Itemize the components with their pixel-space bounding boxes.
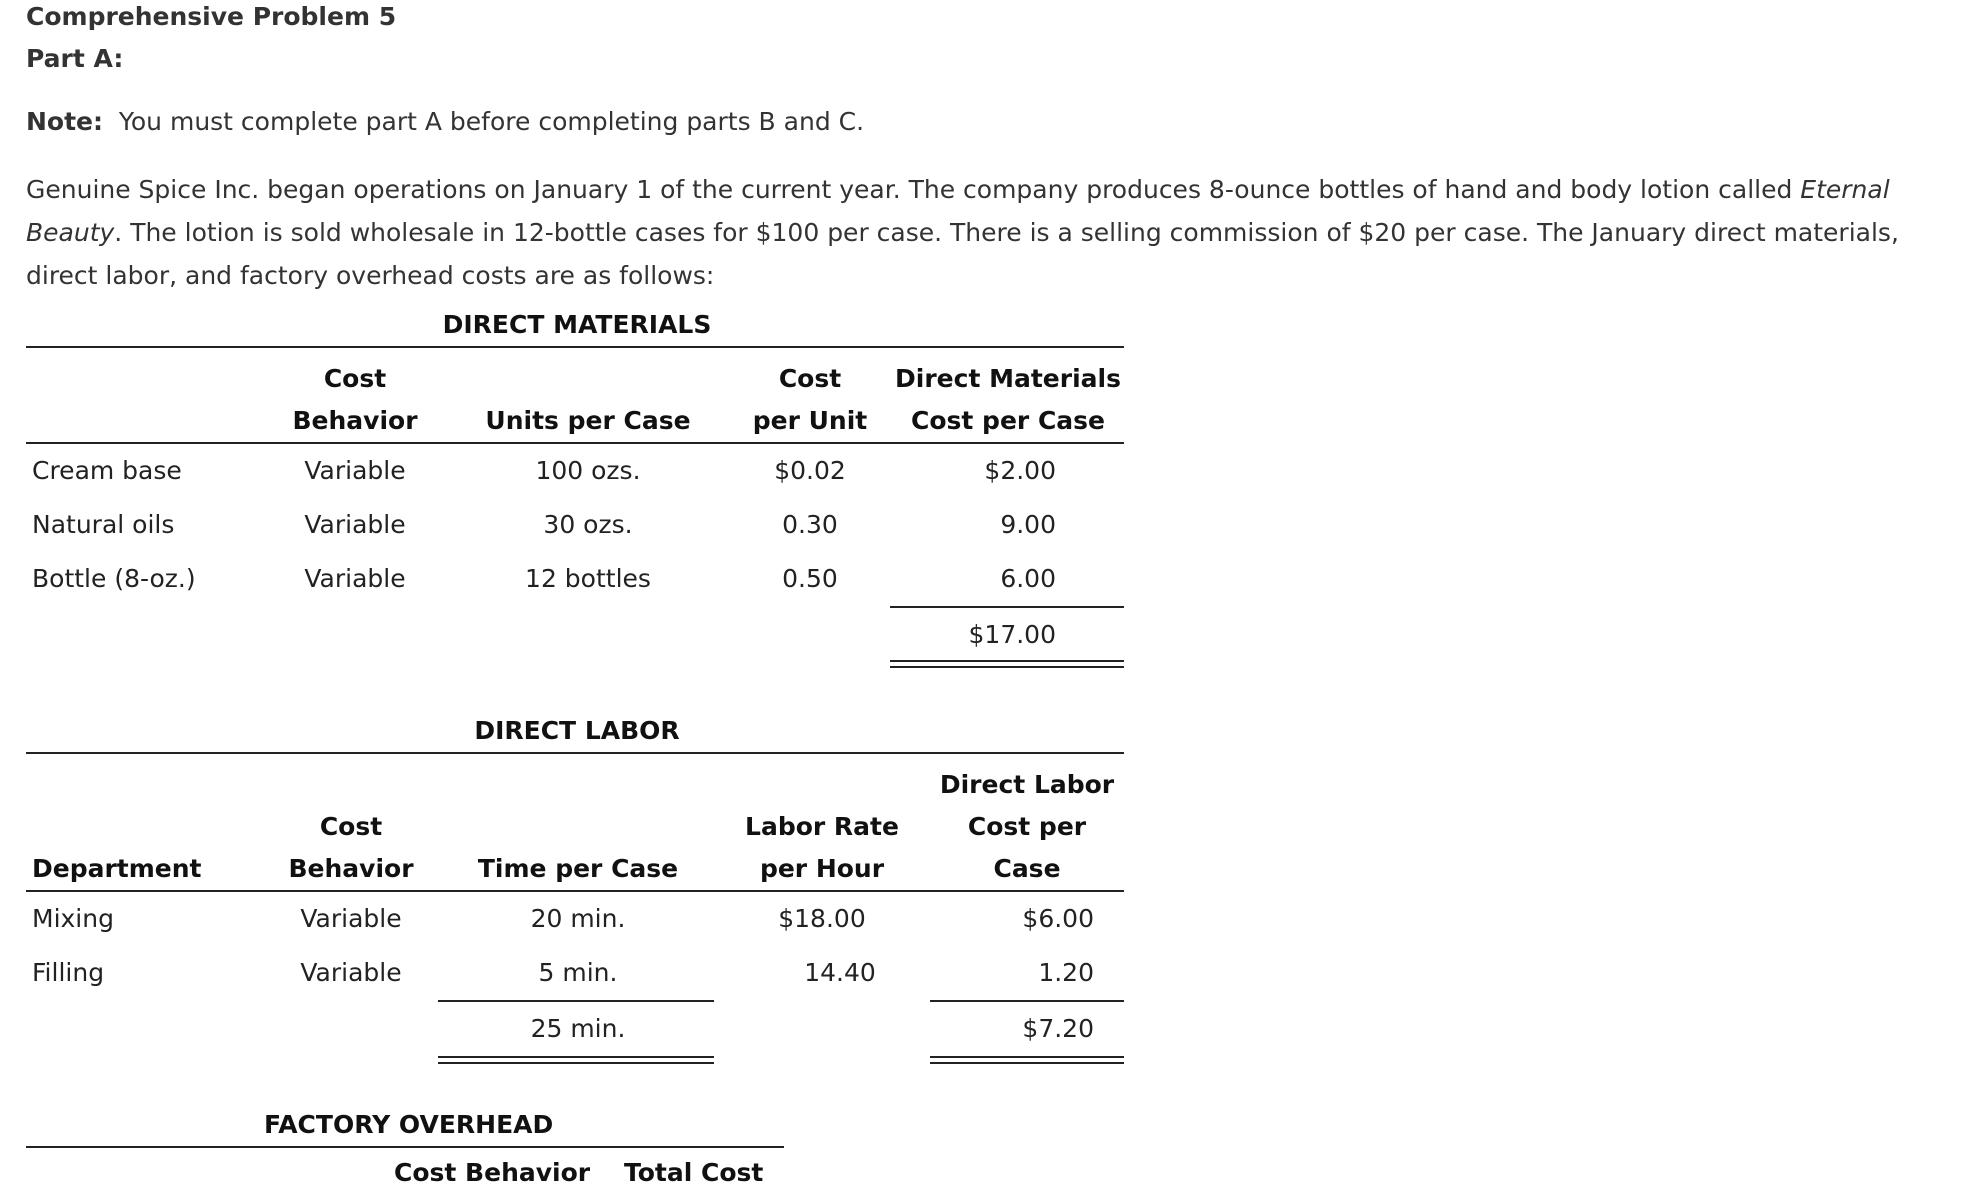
dm-header-direct-materials: Direct Materials xyxy=(895,364,1121,393)
dm-top-rule xyxy=(26,346,1124,348)
dm-header-cost-behavior xyxy=(280,358,430,442)
fo-header-cost-behavior: Cost Behavior xyxy=(394,1158,591,1187)
note-line xyxy=(26,107,864,136)
dm-header-cost-2: Cost xyxy=(778,364,842,393)
dl-cost-double-rule xyxy=(930,1056,1124,1064)
intro-paragraph xyxy=(26,168,1956,297)
dl-row-department: Mixing xyxy=(32,904,114,933)
dm-header-cost-per-case: Cost per Case xyxy=(911,406,1105,435)
dm-row-cost-per-case: 9.00 xyxy=(1000,510,1056,539)
dm-header-dm-cost-per-case xyxy=(892,358,1124,442)
dl-row-time: 5 min. xyxy=(538,958,618,987)
dl-cost-subtotal-rule xyxy=(930,1000,1124,1002)
dm-header-units-per-case: Units per Case xyxy=(485,406,691,435)
direct-labor-heading: DIRECT LABOR xyxy=(474,716,680,745)
dl-header-case: Case xyxy=(993,854,1061,883)
dm-row-behavior: Variable xyxy=(304,564,406,593)
dm-subtotal-rule xyxy=(890,606,1124,608)
dl-row-cost: 1.20 xyxy=(1038,958,1094,987)
dl-header-department: Department xyxy=(32,854,202,883)
dl-header-cost: Cost xyxy=(319,812,383,841)
dm-row-cost-per-unit: $0.02 xyxy=(774,456,846,485)
dl-row-cost: $6.00 xyxy=(1022,904,1094,933)
factory-overhead-heading: FACTORY OVERHEAD xyxy=(264,1110,554,1139)
dl-total-time: 25 min. xyxy=(530,1014,626,1043)
dl-header-rule xyxy=(26,890,1124,892)
dm-row-units: 100 ozs. xyxy=(535,456,641,485)
dm-row-cost-per-case: 6.00 xyxy=(1000,564,1056,593)
dm-header-per-unit: per Unit xyxy=(752,406,868,435)
dm-row-cost-per-unit: 0.50 xyxy=(782,564,838,593)
dl-row-time: 20 min. xyxy=(530,904,626,933)
direct-materials-heading: DIRECT MATERIALS xyxy=(442,310,712,339)
dm-row-behavior: Variable xyxy=(304,510,406,539)
dl-top-rule xyxy=(26,752,1124,754)
dl-row-rate: 14.40 xyxy=(804,958,876,987)
dm-header-cost-per-unit xyxy=(740,358,880,442)
dl-row-behavior: Variable xyxy=(300,958,402,987)
note-text: You must complete part A before completing parts B and C. xyxy=(118,107,865,136)
dl-time-double-rule xyxy=(438,1056,714,1064)
product-name: Eternal Beauty xyxy=(26,175,1890,247)
dl-header-cost-behavior xyxy=(276,806,426,890)
dl-row-department: Filling xyxy=(32,958,105,987)
problem-title: Comprehensive Problem 5 xyxy=(26,2,397,31)
dm-row-units: 12 bottles xyxy=(525,564,651,593)
dm-header-cost: Cost xyxy=(323,364,387,393)
dm-row-item: Natural oils xyxy=(32,510,175,539)
dm-row-units: 30 ozs. xyxy=(543,510,633,539)
dm-row-item: Cream base xyxy=(32,456,182,485)
dl-row-behavior: Variable xyxy=(300,904,402,933)
dl-header-labor-rate-line2: per Hour xyxy=(759,854,885,883)
dl-header-time-per-case: Time per Case xyxy=(477,854,679,883)
dm-total-double-rule xyxy=(890,660,1124,668)
dm-header-rule xyxy=(26,442,1124,444)
dl-time-subtotal-rule xyxy=(438,1000,714,1002)
dm-row-cost-per-unit: 0.30 xyxy=(782,510,838,539)
dm-row-item: Bottle (8-oz.) xyxy=(32,564,196,593)
note-label: Note: xyxy=(26,107,104,136)
dl-header-direct-labor: Direct Labor xyxy=(939,770,1115,799)
dl-row-rate: $18.00 xyxy=(778,904,866,933)
part-heading: Part A: xyxy=(26,44,124,73)
dl-total-cost: $7.20 xyxy=(1022,1014,1094,1043)
dm-header-behavior: Behavior xyxy=(292,406,418,435)
intro-text-end: . The lotion is sold wholesale in 12-bottle cases for $100 per case. There is a selling commission of $20 per case. The January direct materials, direct labor, and factory overhead costs are as follows: xyxy=(26,218,1899,290)
dm-row-cost-per-case: $2.00 xyxy=(984,456,1056,485)
dm-total: $17.00 xyxy=(968,620,1056,649)
dl-header-labor-rate-line1: Labor Rate xyxy=(745,812,899,841)
intro-text-start: Genuine Spice Inc. began operations on January 1 of the current year. The company produces 8-ounce bottles of hand and body lotion called xyxy=(26,175,1801,204)
dl-header-cost-per: Cost per xyxy=(967,812,1087,841)
dl-header-labor-rate xyxy=(740,806,904,890)
dl-header-dl-cost-per-case xyxy=(930,764,1124,890)
fo-top-rule xyxy=(26,1146,784,1148)
dl-header-behavior: Behavior xyxy=(288,854,414,883)
dm-row-behavior: Variable xyxy=(304,456,406,485)
fo-header-total-cost: Total Cost xyxy=(624,1158,764,1187)
